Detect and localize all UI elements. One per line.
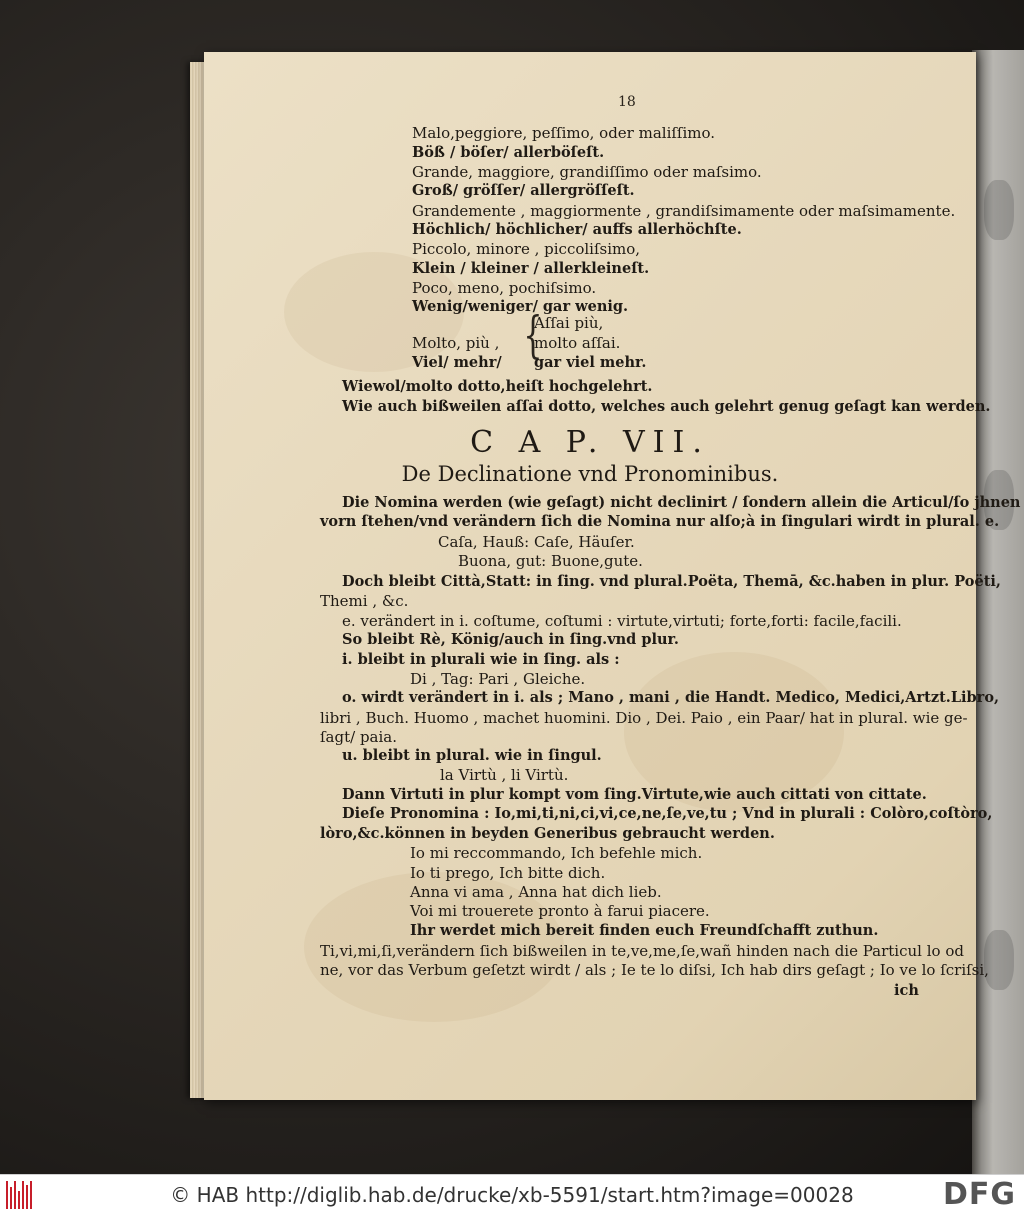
text-line: Die Nomina werden (wie geſagt) nicht declinirt / ſondern allein die Articul/ſo jhnen — [342, 494, 1021, 511]
catchword: ich — [894, 982, 919, 999]
text-line: Poco, meno, pochiſsimo. — [412, 279, 597, 297]
text-line: Caſa, Hauß: Caſe, Häuſer. — [438, 533, 635, 551]
chapter-heading: C A P. VII. — [470, 425, 710, 460]
copyright-link[interactable]: © HAB http://diglib.hab.de/drucke/xb-5591/start.htm?image=00028 — [170, 1183, 854, 1207]
text-line: Voi mi trouerete pronto à farui piacere. — [410, 902, 710, 920]
text-line: i. bleibt in plurali wie in ſing. als : — [342, 651, 620, 668]
text-line: Doch bleibt Città,Statt: in ſing. vnd plural.Poëta, Themā, &c.haben in plur. Poëti, — [342, 573, 1001, 590]
text-line: e. verändert in i. coſtume, coſtumi : virtute,virtuti; forte,forti: facile,facili. — [342, 612, 902, 630]
dfg-logo: DFG — [942, 1177, 1016, 1212]
text-line: So bleibt Rè, König/auch in ſing.vnd plur. — [342, 631, 679, 648]
text-line: Ihr werdet mich bereit finden euch Freundſchafft zuthun. — [410, 922, 879, 939]
text-line: Anna vi ama , Anna hat dich lieb. — [410, 883, 662, 901]
text-line: Grande, maggiore, grandiſſimo oder maſsimo. — [412, 163, 762, 181]
text-line: Malo,peggiore, peſſimo, oder maliſſimo. — [412, 124, 716, 142]
text-line: Io ti prego, Ich bitte dich. — [410, 864, 606, 882]
text-line: Di , Tag: Pari , Gleiche. — [410, 670, 586, 688]
text-line: Wenig/weniger/ gar wenig. — [412, 298, 629, 315]
text-line: Io mi reccommando, Ich befehle mich. — [410, 844, 703, 862]
text-line: ne, vor das Verbum geſetzt wirdt / als ; Ie te lo diſsi, Ich hab dirs geſagt ; Io ve lo ſcriſsi, — [320, 961, 989, 979]
text-line: Ti,vi,mi,ſi,verändern ſich bißweilen in te,ve,me,ſe,wañ hinden nach die Particul lo od — [320, 942, 964, 960]
text-line: Klein / kleiner / allerkleineſt. — [412, 260, 650, 277]
text-line: o. wirdt verändert in i. als ; Mano , mani , die Handt. Medico, Medici,Artzt.Libro, — [342, 689, 1000, 706]
text-line: Viel/ mehr/ — [412, 354, 502, 371]
text-line: u. bleibt in plural. wie in ſingul. — [342, 747, 602, 764]
text-line: Piccolo, minore , piccoliſsimo, — [412, 240, 641, 258]
adjacent-page-edge — [972, 50, 1024, 1174]
book-page — [204, 52, 1021, 1100]
text-line: Buona, gut: Buone,gute. — [458, 552, 643, 570]
curly-brace: { — [523, 306, 543, 364]
text-line: Wie auch bißweilen aſſai dotto, welches auch gelehrt genug geſagt kan werden. — [342, 398, 991, 415]
text-line: Dann Virtuti in plur kompt vom ſing.Virtute,wie auch cittati von cittate. — [342, 786, 927, 803]
text-line: vorn ſtehen/vnd verändern ſich die Nomina nur alſo;à in ſingulari wirdt in plural. e. — [320, 513, 1000, 530]
page-number: 18 — [618, 94, 636, 110]
text-line: Böß / böſer/ allerböſeſt. — [412, 144, 605, 161]
text-line: Themi , &c. — [320, 592, 409, 610]
chapter-title: De Declinatione vnd Pronominibus. — [401, 462, 779, 486]
text-line: Grandemente , maggiormente , grandiſsimamente oder maſsimamente. — [412, 202, 956, 220]
text-line: Groß/ gröſſer/ allergröſſeſt. — [412, 182, 635, 199]
text-line: la Virtù , li Virtù. — [440, 766, 569, 784]
text-line: lòro,&c.können in beyden Generibus gebraucht werden. — [320, 825, 775, 842]
text-line: gar viel mehr. — [534, 354, 647, 371]
text-line: libri , Buch. Huomo , machet huomini. Dio , Dei. Paio , ein Paar/ hat in plural. wie ge- — [320, 709, 968, 727]
text-line: molto aſſai. — [534, 334, 621, 352]
text-line: Molto, più , — [412, 334, 500, 352]
text-line: Wiewol/molto dotto,heiſt hochgelehrt. — [342, 378, 653, 395]
text-line: Dieſe Pronomina : Io,mi,ti,ni,ci,vi,ce,ne,ſe,ve,tu ; Vnd in plurali : Colòro,coſtòro, — [342, 805, 993, 822]
viewer-footer — [0, 1174, 1024, 1215]
text-line: ſagt/ paia. — [320, 728, 397, 746]
text-line: Höchlich/ höchlicher/ auffs allerhöchſte. — [412, 221, 742, 238]
text-line: Aſſai più, — [534, 314, 604, 332]
